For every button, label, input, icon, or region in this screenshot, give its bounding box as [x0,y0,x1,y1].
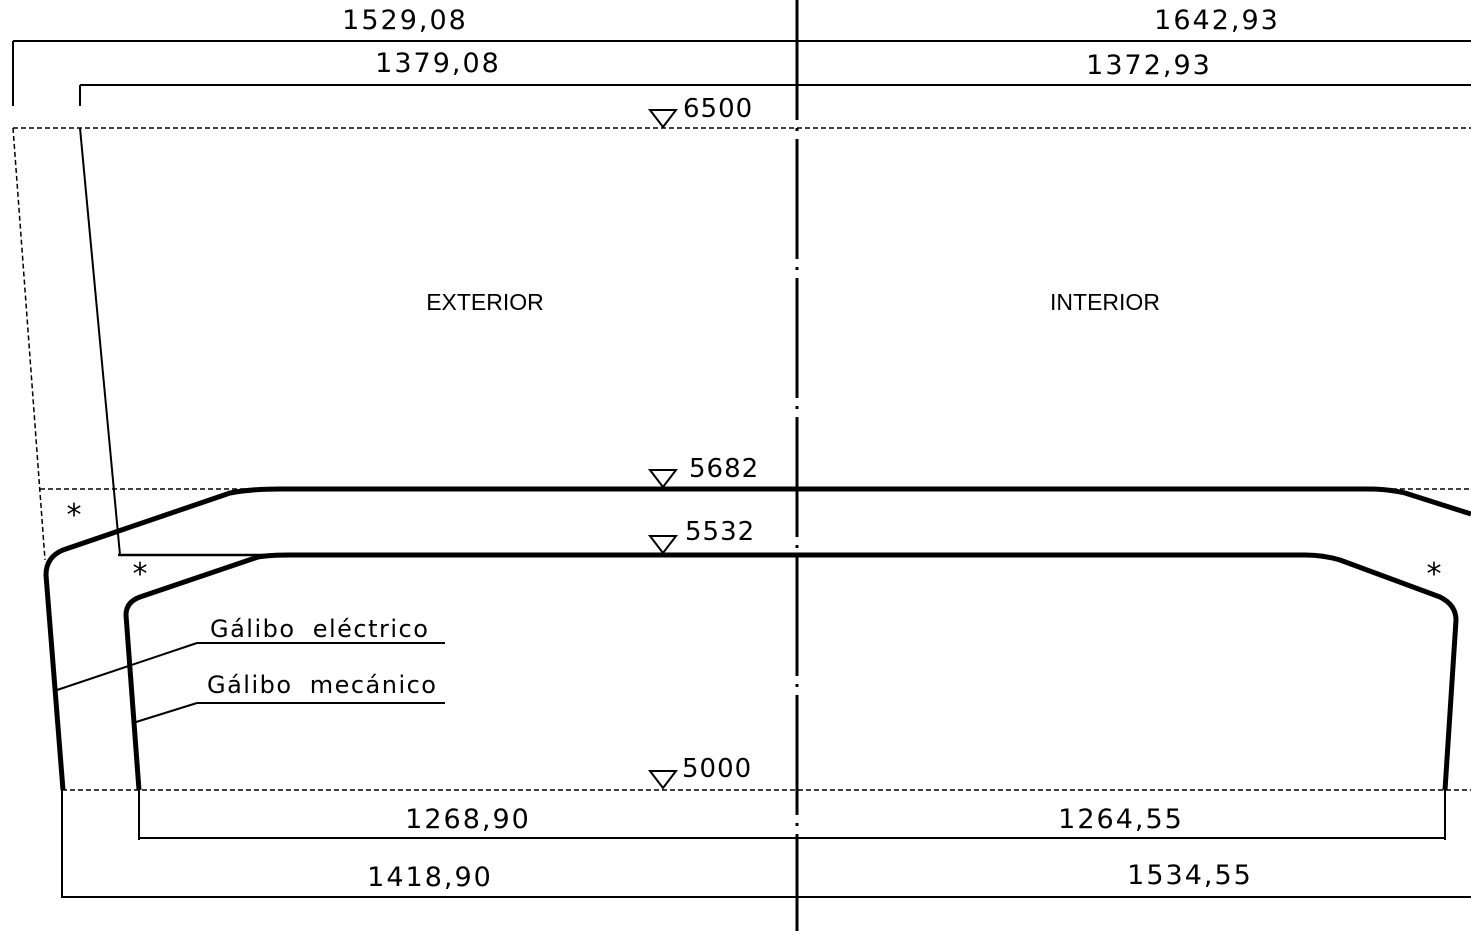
level-5000: 5000 [682,754,753,784]
level-markers [650,94,759,788]
star-marker-right: * [1426,557,1442,592]
star-marker-left-lower: * [132,557,148,592]
level-marker-6500-icon [650,110,676,127]
bottom-dimensions [62,790,1471,898]
dim-top-right-inner: 1372,93 [1086,50,1212,81]
zone-exterior: EXTERIOR [426,289,544,315]
dim-bottom-right-outer: 1534,55 [1127,860,1253,891]
level-5532: 5532 [685,517,756,547]
mechanical-gauge-leader [136,703,197,722]
star-marker-left-upper: * [66,498,82,533]
dim-top-left-inner: 1379,08 [375,48,501,79]
gauge-labels [57,615,445,722]
electric-gauge-label: Gálibo eléctrico [210,615,430,643]
level-marker-5532-icon [650,536,676,553]
mechanical-gauge-boundary-line [80,128,120,555]
dim-bottom-left-outer: 1418,90 [367,862,493,893]
level-6500: 6500 [683,94,754,124]
top-dimensions [13,5,1471,106]
level-marker-5000-icon [650,771,676,788]
level-5682: 5682 [689,454,760,484]
dim-bottom-right-inner: 1264,55 [1058,804,1184,835]
dim-top-left-outer: 1529,08 [342,5,468,36]
mechanical-gauge-label: Gálibo mecánico [207,671,438,699]
zone-interior: INTERIOR [1050,289,1160,315]
exterior-edge-dashed [13,128,45,560]
level-marker-5682-icon [650,470,676,487]
dim-bottom-left-inner: 1268,90 [405,804,531,835]
dim-top-right-outer: 1642,93 [1154,5,1280,36]
